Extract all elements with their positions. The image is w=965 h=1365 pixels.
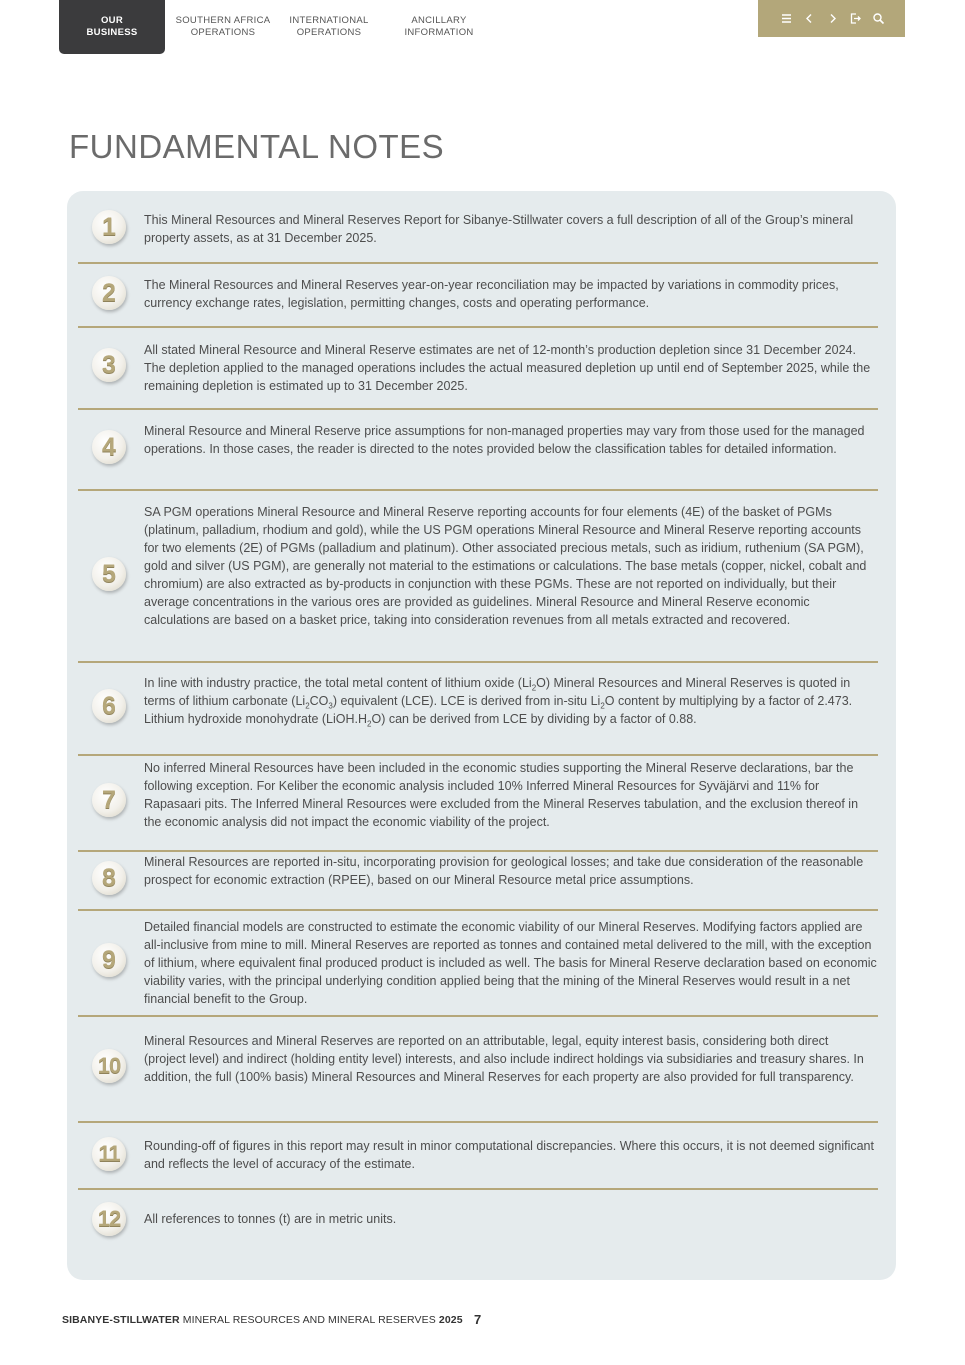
note-text: This Mineral Resources and Mineral Reserves Report for Sibanye-Stillwater covers a full description of all of the Group’s mineral property assets, as at 31 December 2025. [144, 213, 854, 245]
tab-our-business[interactable] [59, 0, 165, 54]
note-number-badge: 5 [92, 557, 126, 591]
note-text: SA PGM operations Mineral Resource and Mineral Reserve reporting accounts for four elements (4E) of the basket of PGMs (platinum, palladium, rhodium and gold), while the US PGM operations Mineral Resource and Mineral Reserve reporting accounts for two elements (2E) of PGMs (palladium and platinum). Other associated precious metals, such as iridium, ruthenium (SA PGM), gold and silver (US PGM), are generally not material to the estimations or calculations. The base metals (copper, nickel, cobalt and chromium) are also extracted as by-products in conjunction with these PGMs. These are not reported on individually, but their average concentrations in the various ores are provided as guidelines. Mineral Resource and Mineral Reserve economic calculations are based on a basket price, taking into consideration revenues from all metals extracted and recovered. [144, 505, 867, 627]
note-text: All references to tonnes (t) are in metric units. [144, 1212, 397, 1226]
note-item [78, 191, 878, 264]
note-number-badge: 1 [92, 210, 126, 244]
note-item [78, 911, 878, 1017]
search-icon[interactable] [872, 12, 885, 25]
note-item [78, 1017, 878, 1123]
tab-label [404, 15, 473, 39]
note-item [78, 1190, 878, 1260]
text-part: O) can be derived from LCE by dividing by a factor of 0.88. [371, 712, 697, 726]
note-number-badge: 7 [92, 783, 126, 817]
note-number-badge: 2 [92, 276, 126, 310]
tab-label [87, 15, 138, 39]
tab-ancillary-information[interactable] [386, 0, 492, 54]
tab-line1: ANCILLARY [411, 15, 467, 26]
text-part: CO [309, 694, 329, 708]
top-navigation [0, 0, 965, 56]
note-number-badge: 11 [92, 1137, 126, 1171]
note-text: All stated Mineral Resource and Mineral Reserve estimates are net of 12-month’s production depletion since 31 December 2024. The depletion applied to the managed operations includes the actual measured depletion up until end of September 2025, while the remaining depletion is estimated up to 31 December 2025. [144, 343, 871, 393]
menu-icon[interactable] [780, 12, 793, 25]
note-item [78, 1123, 878, 1190]
page-footer [62, 1314, 463, 1326]
note-number-badge: 10 [92, 1049, 126, 1083]
note-item [78, 663, 878, 756]
note-number-badge: 8 [92, 861, 126, 895]
note-text: No inferred Mineral Resources have been included in the economic studies supporting the Mineral Reserve declarations, bar the following exception. For Keliber the economic analysis included 10% Inferred Mineral Resources for Syväjärvi and 11% for Rapasaari pits. The Inferred Mineral Resources were excluded from the Mineral Reserves tabulation, and the exclusion thereof in the economic analysis did not impact the economic viability of the project. [144, 761, 859, 829]
tab-southern-africa-operations[interactable] [170, 0, 276, 54]
subscript: 2 [305, 701, 310, 711]
note-text: Detailed financial models are constructed to estimate the economic viability of our Mineral Reserves. Modifying factors applied are all-inclusive from mine to mill. Mineral Reserves are reported as tonnes and contained metal delivered to the mill, with the exception of lithium, where equivalent final produced product is included as well. The basis for Mineral Reserve declaration based on economic viability varies, with the principal underlying condition applied being that the mining of the Mineral Reserves would result in a net financial benefit to the Group. [144, 920, 877, 1006]
note-item [78, 410, 878, 491]
page-number: 7 [474, 1312, 482, 1327]
chevron-right-icon[interactable] [826, 12, 839, 25]
toolbar [758, 0, 905, 37]
text-part: In line with industry practice, the total metal content of lithium oxide (Li [144, 676, 532, 690]
note-number-badge: 4 [92, 430, 126, 464]
tab-line2: OPERATIONS [190, 27, 256, 38]
notes-panel [67, 191, 896, 1280]
text-part: ) equivalent (LCE). LCE is derived from in-situ Li [332, 694, 601, 708]
subscript: 2 [531, 683, 537, 693]
subscript: 2 [600, 701, 605, 711]
note-text: Rounding-off of figures in this report may result in minor computational discrepancies. Where this occurs, it is not deemed significant and reflects the level of accuracy of the estimate. [144, 1139, 874, 1171]
tab-label [289, 15, 368, 39]
footer-year: 2025 [438, 1314, 463, 1326]
tab-line2: INFORMATION [404, 27, 474, 38]
exit-icon[interactable] [849, 12, 862, 25]
tab-line2: BUSINESS [86, 27, 138, 38]
note-text: Mineral Resources are reported in-situ, incorporating provision for geological losses; and take due consideration of the reasonable prospect for economic extraction (RPEE), based on our Mineral Resource metal price assumptions. [144, 855, 864, 887]
note-text: Mineral Resource and Mineral Reserve price assumptions for non-managed properties may vary from those used for the managed operations. In those cases, the reader is directed to the notes provided below the classification tables for detailed information. [144, 424, 865, 456]
note-text: Mineral Resources and Mineral Reserves are reported on an attributable, legal, equity interest basis, considering both direct (project level) and indirect (holding entity level) interests, and also include indirect holdings via subsidiaries and treasury shares. In addition, the full (100% basis) Mineral Resources and Mineral Reserves for each property are also provided for full transparency. [144, 1034, 864, 1084]
note-item [78, 264, 878, 328]
note-item [78, 491, 878, 663]
tab-line1: SOUTHERN AFRICA [175, 15, 271, 26]
subscript: 3 [328, 701, 333, 711]
note-item [78, 328, 878, 410]
page-title: FUNDAMENTAL NOTES [69, 128, 445, 165]
note-number-badge: 3 [92, 348, 126, 382]
text-part: O content by multiplying by a factor of 2.473. Lithium hydroxide monohydrate (LiOH.H [144, 694, 853, 726]
note-text [144, 674, 877, 728]
tab-line1: INTERNATIONAL [289, 15, 369, 26]
chevron-left-icon[interactable] [803, 12, 816, 25]
tab-line1: OUR [100, 15, 123, 26]
note-item [78, 756, 878, 852]
note-number-badge: 12 [92, 1202, 126, 1236]
note-number-badge: 9 [92, 943, 126, 977]
footer-brand: SIBANYE-STILLWATER [62, 1314, 180, 1326]
tab-line2: OPERATIONS [296, 27, 362, 38]
note-text: The Mineral Resources and Mineral Reserves year-on-year reconciliation may be impacted by variations in commodity prices, currency exchange rates, legislation, permitting changes, costs and operating performance. [144, 278, 839, 310]
subscript: 2 [367, 719, 372, 729]
text-part: O) Mineral Resources and Mineral Reserves is quoted in terms of lithium carbonate (Li [144, 676, 851, 708]
footer-title: MINERAL RESOURCES AND MINERAL RESERVES [179, 1314, 439, 1326]
note-item [78, 852, 878, 911]
tab-label [176, 15, 271, 39]
tab-international-operations[interactable] [276, 0, 382, 54]
note-number-badge: 6 [92, 689, 126, 723]
